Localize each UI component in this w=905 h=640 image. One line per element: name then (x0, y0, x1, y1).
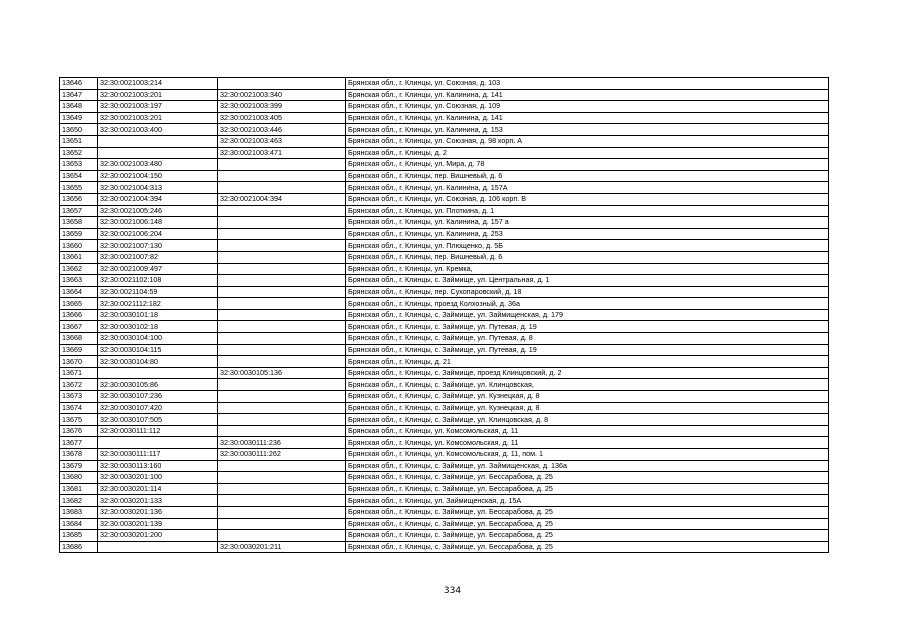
row-number-cell: 13674 (60, 402, 98, 414)
cadastral-number-cell: 32:30:0030105:86 (98, 379, 218, 391)
address-cell: Брянская обл., г. Клинцы, с. Займище, ул. Клинцовская, (346, 379, 829, 391)
linked-cadastral-number-cell (218, 425, 346, 437)
table-row (60, 495, 829, 507)
linked-cadastral-number-cell (218, 217, 346, 229)
address-cell: Брянская обл., г. Клинцы, пер. Сухопаровский, д. 18 (346, 286, 829, 298)
table-row (60, 112, 829, 124)
linked-cadastral-number-cell: 32:30:0021003:463 (218, 135, 346, 147)
cadastral-number-cell: 32:30:0030201:133 (98, 495, 218, 507)
registry-table-body (60, 78, 829, 553)
cadastral-number-cell: 32:30:0030102:18 (98, 321, 218, 333)
table-row (60, 414, 829, 426)
linked-cadastral-number-cell (218, 286, 346, 298)
row-number-cell: 13681 (60, 483, 98, 495)
linked-cadastral-number-cell (218, 78, 346, 90)
cadastral-number-cell: 32:30:0021003:201 (98, 112, 218, 124)
table-row (60, 506, 829, 518)
row-number-cell: 13667 (60, 321, 98, 333)
row-number-cell: 13655 (60, 182, 98, 194)
address-cell: Брянская обл., г. Клинцы, ул. Калинина, д. 157 а (346, 217, 829, 229)
linked-cadastral-number-cell (218, 495, 346, 507)
row-number-cell: 13669 (60, 344, 98, 356)
table-row (60, 472, 829, 484)
cadastral-number-cell: 32:30:0030201:100 (98, 472, 218, 484)
linked-cadastral-number-cell: 32:30:0021003:340 (218, 89, 346, 101)
row-number-cell: 13672 (60, 379, 98, 391)
address-cell: Брянская обл., г. Клинцы, ул. Комсомольская, д. 11 (346, 425, 829, 437)
table-row (60, 298, 829, 310)
address-cell: Брянская обл., г. Клинцы, с. Займище, ул. Займищенская, д. 136а (346, 460, 829, 472)
row-number-cell: 13678 (60, 449, 98, 461)
address-cell: Брянская обл., г. Клинцы, ул. Кремка, (346, 263, 829, 275)
row-number-cell: 13656 (60, 193, 98, 205)
table-row (60, 228, 829, 240)
cadastral-number-cell: 32:30:0021112:182 (98, 298, 218, 310)
row-number-cell: 13684 (60, 518, 98, 530)
linked-cadastral-number-cell: 32:30:0021003:446 (218, 124, 346, 136)
row-number-cell: 13654 (60, 170, 98, 182)
cadastral-number-cell: 32:30:0021004:150 (98, 170, 218, 182)
cadastral-number-cell: 32:30:0030201:139 (98, 518, 218, 530)
cadastral-number-cell: 32:30:0030113:160 (98, 460, 218, 472)
row-number-cell: 13671 (60, 367, 98, 379)
table-row (60, 449, 829, 461)
cadastral-number-cell (98, 367, 218, 379)
row-number-cell: 13661 (60, 251, 98, 263)
row-number-cell: 13670 (60, 356, 98, 368)
linked-cadastral-number-cell (218, 333, 346, 345)
cadastral-number-cell: 32:30:0030111:112 (98, 425, 218, 437)
address-cell: Брянская обл., г. Клинцы, с. Займище, ул. Бессарабова, д. 25 (346, 472, 829, 484)
linked-cadastral-number-cell: 32:30:0030201:211 (218, 541, 346, 553)
table-row (60, 356, 829, 368)
row-number-cell: 13658 (60, 217, 98, 229)
linked-cadastral-number-cell (218, 530, 346, 542)
row-number-cell: 13680 (60, 472, 98, 484)
row-number-cell: 13660 (60, 240, 98, 252)
linked-cadastral-number-cell (218, 309, 346, 321)
address-cell: Брянская обл., г. Клинцы, ул. Союзная, д. 109 (346, 101, 829, 113)
linked-cadastral-number-cell (218, 240, 346, 252)
table-row (60, 333, 829, 345)
table-row (60, 379, 829, 391)
linked-cadastral-number-cell: 32:30:0021003:405 (218, 112, 346, 124)
linked-cadastral-number-cell (218, 483, 346, 495)
table-row (60, 541, 829, 553)
cadastral-number-cell: 32:30:0021004:394 (98, 193, 218, 205)
cadastral-number-cell: 32:30:0021003:197 (98, 101, 218, 113)
cadastral-number-cell: 32:30:0021005:246 (98, 205, 218, 217)
address-cell: Брянская обл., г. Клинцы, ул. Калинина, д. 157А (346, 182, 829, 194)
table-row (60, 437, 829, 449)
address-cell: Брянская обл., г. Клинцы, с. Займище, ул. Бессарабова, д. 25 (346, 530, 829, 542)
table-row (60, 182, 829, 194)
linked-cadastral-number-cell (218, 263, 346, 275)
cadastral-number-cell: 32:30:0021006:204 (98, 228, 218, 240)
cadastral-number-cell: 32:30:0021007:82 (98, 251, 218, 263)
address-cell: Брянская обл., г. Клинцы, с. Займище, ул. Бессарабова, д. 25 (346, 541, 829, 553)
cadastral-number-cell: 32:30:0021006:148 (98, 217, 218, 229)
table-row (60, 217, 829, 229)
table-row (60, 101, 829, 113)
cadastral-number-cell: 32:30:0030104:115 (98, 344, 218, 356)
row-number-cell: 13676 (60, 425, 98, 437)
address-cell: Брянская обл., г. Клинцы, с. Займище, ул. Займищенская, д. 179 (346, 309, 829, 321)
table-row (60, 78, 829, 90)
address-cell: Брянская обл., г. Клинцы, пер. Вишневый, д. 6 (346, 251, 829, 263)
address-cell: Брянская обл., г. Клинцы, с. Займище, ул. Путевая, д. 19 (346, 321, 829, 333)
table-row (60, 147, 829, 159)
table-row (60, 321, 829, 333)
table-row (60, 170, 829, 182)
row-number-cell: 13683 (60, 506, 98, 518)
address-cell: Брянская обл., г. Клинцы, ул. Калинина, д. 141 (346, 112, 829, 124)
table-row (60, 344, 829, 356)
table-row (60, 518, 829, 530)
cadastral-number-cell: 32:30:0030107:420 (98, 402, 218, 414)
address-cell: Брянская обл., г. Клинцы, ул. Займищенская, д. 15А (346, 495, 829, 507)
cadastral-number-cell: 32:30:0030201:136 (98, 506, 218, 518)
address-cell: Брянская обл., г. Клинцы, с. Займище, ул. Клинцовская, д. 8 (346, 414, 829, 426)
address-cell: Брянская обл., г. Клинцы, ул. Плющенко, д. 5Б (346, 240, 829, 252)
cadastral-number-cell: 32:30:0021004:313 (98, 182, 218, 194)
cadastral-number-cell: 32:30:0030107:505 (98, 414, 218, 426)
table-row (60, 460, 829, 472)
table-row (60, 275, 829, 287)
linked-cadastral-number-cell (218, 298, 346, 310)
row-number-cell: 13665 (60, 298, 98, 310)
linked-cadastral-number-cell (218, 228, 346, 240)
table-row (60, 530, 829, 542)
cadastral-number-cell: 32:30:0021009:497 (98, 263, 218, 275)
row-number-cell: 13677 (60, 437, 98, 449)
row-number-cell: 13662 (60, 263, 98, 275)
table-row (60, 309, 829, 321)
row-number-cell: 13649 (60, 112, 98, 124)
linked-cadastral-number-cell (218, 321, 346, 333)
row-number-cell: 13682 (60, 495, 98, 507)
linked-cadastral-number-cell (218, 170, 346, 182)
cadastral-number-cell: 32:30:0021007:130 (98, 240, 218, 252)
table-row (60, 402, 829, 414)
address-cell: Брянская обл., г. Клинцы, с. Займище, ул. Бессарабова, д. 25 (346, 518, 829, 530)
address-cell: Брянская обл., г. Клинцы, ул. Мира, д. 78 (346, 159, 829, 171)
address-cell: Брянская обл., г. Клинцы, ул. Комсомольская, д. 11 (346, 437, 829, 449)
linked-cadastral-number-cell (218, 275, 346, 287)
address-cell: Брянская обл., г. Клинцы, с. Займище, проезд Клинцовский, д. 2 (346, 367, 829, 379)
address-cell: Брянская обл., г. Клинцы, ул. Союзная, д. 106 корп. В (346, 193, 829, 205)
row-number-cell: 13679 (60, 460, 98, 472)
cadastral-number-cell (98, 135, 218, 147)
row-number-cell: 13685 (60, 530, 98, 542)
row-number-cell: 13651 (60, 135, 98, 147)
cadastral-number-cell: 32:30:0021003:214 (98, 78, 218, 90)
cadastral-number-cell: 32:30:0021102:108 (98, 275, 218, 287)
linked-cadastral-number-cell (218, 205, 346, 217)
linked-cadastral-number-cell (218, 251, 346, 263)
address-cell: Брянская обл., г. Клинцы, с. Займище, ул. Бессарабова, д. 25 (346, 506, 829, 518)
linked-cadastral-number-cell (218, 391, 346, 403)
cadastral-number-cell: 32:30:0021104:59 (98, 286, 218, 298)
row-number-cell: 13657 (60, 205, 98, 217)
cadastral-number-cell: 32:30:0030101:18 (98, 309, 218, 321)
row-number-cell: 13663 (60, 275, 98, 287)
address-cell: Брянская обл., г. Клинцы, ул. Плоткина, д. 1 (346, 205, 829, 217)
linked-cadastral-number-cell: 32:30:0021004:394 (218, 193, 346, 205)
address-cell: Брянская обл., г. Клинцы, д. 21 (346, 356, 829, 368)
row-number-cell: 13646 (60, 78, 98, 90)
cadastral-number-cell: 32:30:0030201:200 (98, 530, 218, 542)
table-row (60, 286, 829, 298)
table-row (60, 425, 829, 437)
cadastral-number-cell (98, 541, 218, 553)
row-number-cell: 13664 (60, 286, 98, 298)
linked-cadastral-number-cell (218, 414, 346, 426)
table-row (60, 159, 829, 171)
cadastral-number-cell: 32:30:0030111:117 (98, 449, 218, 461)
linked-cadastral-number-cell (218, 379, 346, 391)
address-cell: Брянская обл., г. Клинцы, с. Займище, ул. Кузнецкая, д. 8 (346, 391, 829, 403)
linked-cadastral-number-cell: 32:30:0030111:236 (218, 437, 346, 449)
row-number-cell: 13659 (60, 228, 98, 240)
address-cell: Брянская обл., г. Клинцы, ул. Союзная, д. 98 корп. А (346, 135, 829, 147)
row-number-cell: 13675 (60, 414, 98, 426)
linked-cadastral-number-cell (218, 460, 346, 472)
row-number-cell: 13652 (60, 147, 98, 159)
cadastral-number-cell: 32:30:0021003:400 (98, 124, 218, 136)
row-number-cell: 13647 (60, 89, 98, 101)
address-cell: Брянская обл., г. Клинцы, ул. Калинина, д. 253 (346, 228, 829, 240)
linked-cadastral-number-cell: 32:30:0021003:399 (218, 101, 346, 113)
linked-cadastral-number-cell (218, 159, 346, 171)
table-row (60, 367, 829, 379)
table-row (60, 263, 829, 275)
table-row (60, 240, 829, 252)
address-cell: Брянская обл., г. Клинцы, с. Займище, ул. Центральная, д. 1 (346, 275, 829, 287)
linked-cadastral-number-cell (218, 506, 346, 518)
row-number-cell: 13666 (60, 309, 98, 321)
table-row (60, 193, 829, 205)
page-number: 334 (443, 586, 462, 596)
cadastral-number-cell: 32:30:0030201:114 (98, 483, 218, 495)
row-number-cell: 13650 (60, 124, 98, 136)
address-cell: Брянская обл., г. Клинцы, д. 2 (346, 147, 829, 159)
table-row (60, 251, 829, 263)
cadastral-number-cell (98, 437, 218, 449)
row-number-cell: 13668 (60, 333, 98, 345)
cadastral-number-cell (98, 147, 218, 159)
table-row (60, 89, 829, 101)
address-cell: Брянская обл., г. Клинцы, с. Займище, ул. Кузнецкая, д. 8 (346, 402, 829, 414)
address-cell: Брянская обл., г. Клинцы, проезд Колхозный, д. 36а (346, 298, 829, 310)
table-row (60, 135, 829, 147)
address-cell: Брянская обл., г. Клинцы, пер. Вишневый, д. 6 (346, 170, 829, 182)
linked-cadastral-number-cell (218, 182, 346, 194)
table-row (60, 391, 829, 403)
row-number-cell: 13648 (60, 101, 98, 113)
address-cell: Брянская обл., г. Клинцы, ул. Союзная, д. 103 (346, 78, 829, 90)
row-number-cell: 13686 (60, 541, 98, 553)
address-cell: Брянская обл., г. Клинцы, с. Займище, ул. Путевая, д. 8 (346, 333, 829, 345)
linked-cadastral-number-cell: 32:30:0030105:136 (218, 367, 346, 379)
cadastral-number-cell: 32:30:0021003:480 (98, 159, 218, 171)
address-cell: Брянская обл., г. Клинцы, ул. Калинина, д. 153 (346, 124, 829, 136)
table-row (60, 124, 829, 136)
cadastral-number-cell: 32:30:0030104:100 (98, 333, 218, 345)
table-row (60, 483, 829, 495)
address-cell: Брянская обл., г. Клинцы, с. Займище, ул. Бессарабова, д. 25 (346, 483, 829, 495)
linked-cadastral-number-cell (218, 518, 346, 530)
table-row (60, 205, 829, 217)
cadastral-number-cell: 32:30:0030104:80 (98, 356, 218, 368)
property-registry-table (59, 77, 829, 553)
address-cell: Брянская обл., г. Клинцы, с. Займище, ул. Путевая, д. 19 (346, 344, 829, 356)
address-cell: Брянская обл., г. Клинцы, ул. Комсомольская, д. 11, пом. 1 (346, 449, 829, 461)
cadastral-number-cell: 32:30:0021003:201 (98, 89, 218, 101)
linked-cadastral-number-cell (218, 472, 346, 484)
row-number-cell: 13653 (60, 159, 98, 171)
row-number-cell: 13673 (60, 391, 98, 403)
linked-cadastral-number-cell (218, 344, 346, 356)
cadastral-number-cell: 32:30:0030107:236 (98, 391, 218, 403)
address-cell: Брянская обл., г. Клинцы, ул. Калинина, д. 141 (346, 89, 829, 101)
linked-cadastral-number-cell: 32:30:0030111:262 (218, 449, 346, 461)
linked-cadastral-number-cell (218, 402, 346, 414)
linked-cadastral-number-cell: 32:30:0021003:471 (218, 147, 346, 159)
linked-cadastral-number-cell (218, 356, 346, 368)
